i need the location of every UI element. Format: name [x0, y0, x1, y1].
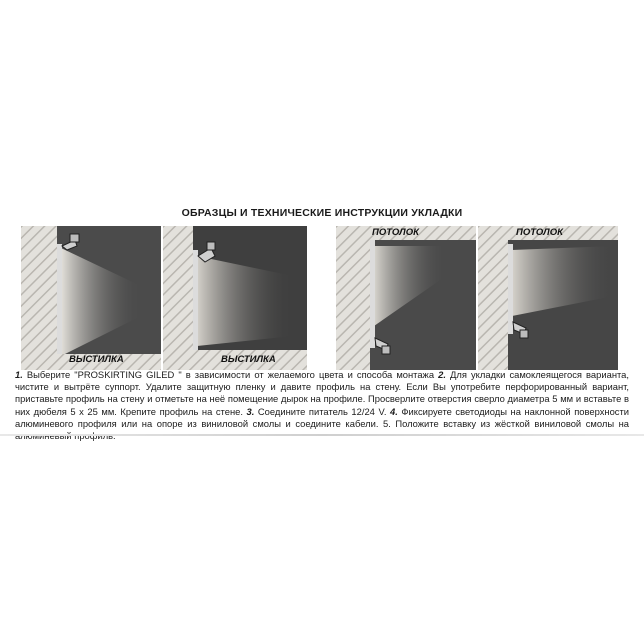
illustration-ceiling-1 [336, 226, 476, 370]
step-number: 1. [15, 369, 23, 380]
step-text: Соедините питатель 12/24 V. [254, 405, 390, 417]
installation-instructions [15, 369, 629, 442]
ceiling-profile-diagram-2 [478, 226, 618, 370]
step-number: 3. [246, 405, 255, 417]
page-title: ОБРАЗЦЫ И ТЕХНИЧЕСКИЕ ИНСТРУКЦИИ УКЛАДКИ [181, 207, 463, 219]
floor-profile-diagram-1 [21, 226, 161, 370]
step-number: 4. [390, 405, 398, 417]
step-text: Фиксируете светодиоды на наклонной поверхности алюминевого профиля или на опоре из виниловой смолы и соедините кабели. 5. Положите вставку из жёсткой виниловой смолы на [15, 405, 630, 429]
step-text: Для укладки самоклеящегося варианта, чистите и вытрёте суппорт. Удалите защитную пленку и давите профиль на стену. Если Вы употребите перфорированный вариант, приставьте профиль на стену и отметьте на неё помещение дырок на профиле. Просверлите отверстия сверло диаметра 5 мм и вставьте в них дюбеля 5 х 25 мм. Крепите профиль на стене. [15, 369, 629, 417]
panel-label: ВЫСТИЛКА [69, 354, 124, 365]
panel-label: ПОТОЛОК [516, 227, 563, 238]
floor-profile-diagram-2 [163, 226, 307, 370]
ceiling-profile-diagram-1 [336, 226, 476, 370]
divider [0, 434, 644, 436]
step-text: Выберите "PROSKIRTING GILED " в зависимости от желаемого цвета и способа монтажа [22, 369, 439, 380]
illustration-floor-2 [163, 226, 307, 370]
illustration-floor-1 [21, 226, 161, 370]
step-number: 2. [438, 369, 446, 380]
illustration-ceiling-2 [478, 226, 618, 370]
panel-label: ВЫСТИЛКА [221, 354, 276, 365]
panel-label: ПОТОЛОК [372, 227, 419, 238]
